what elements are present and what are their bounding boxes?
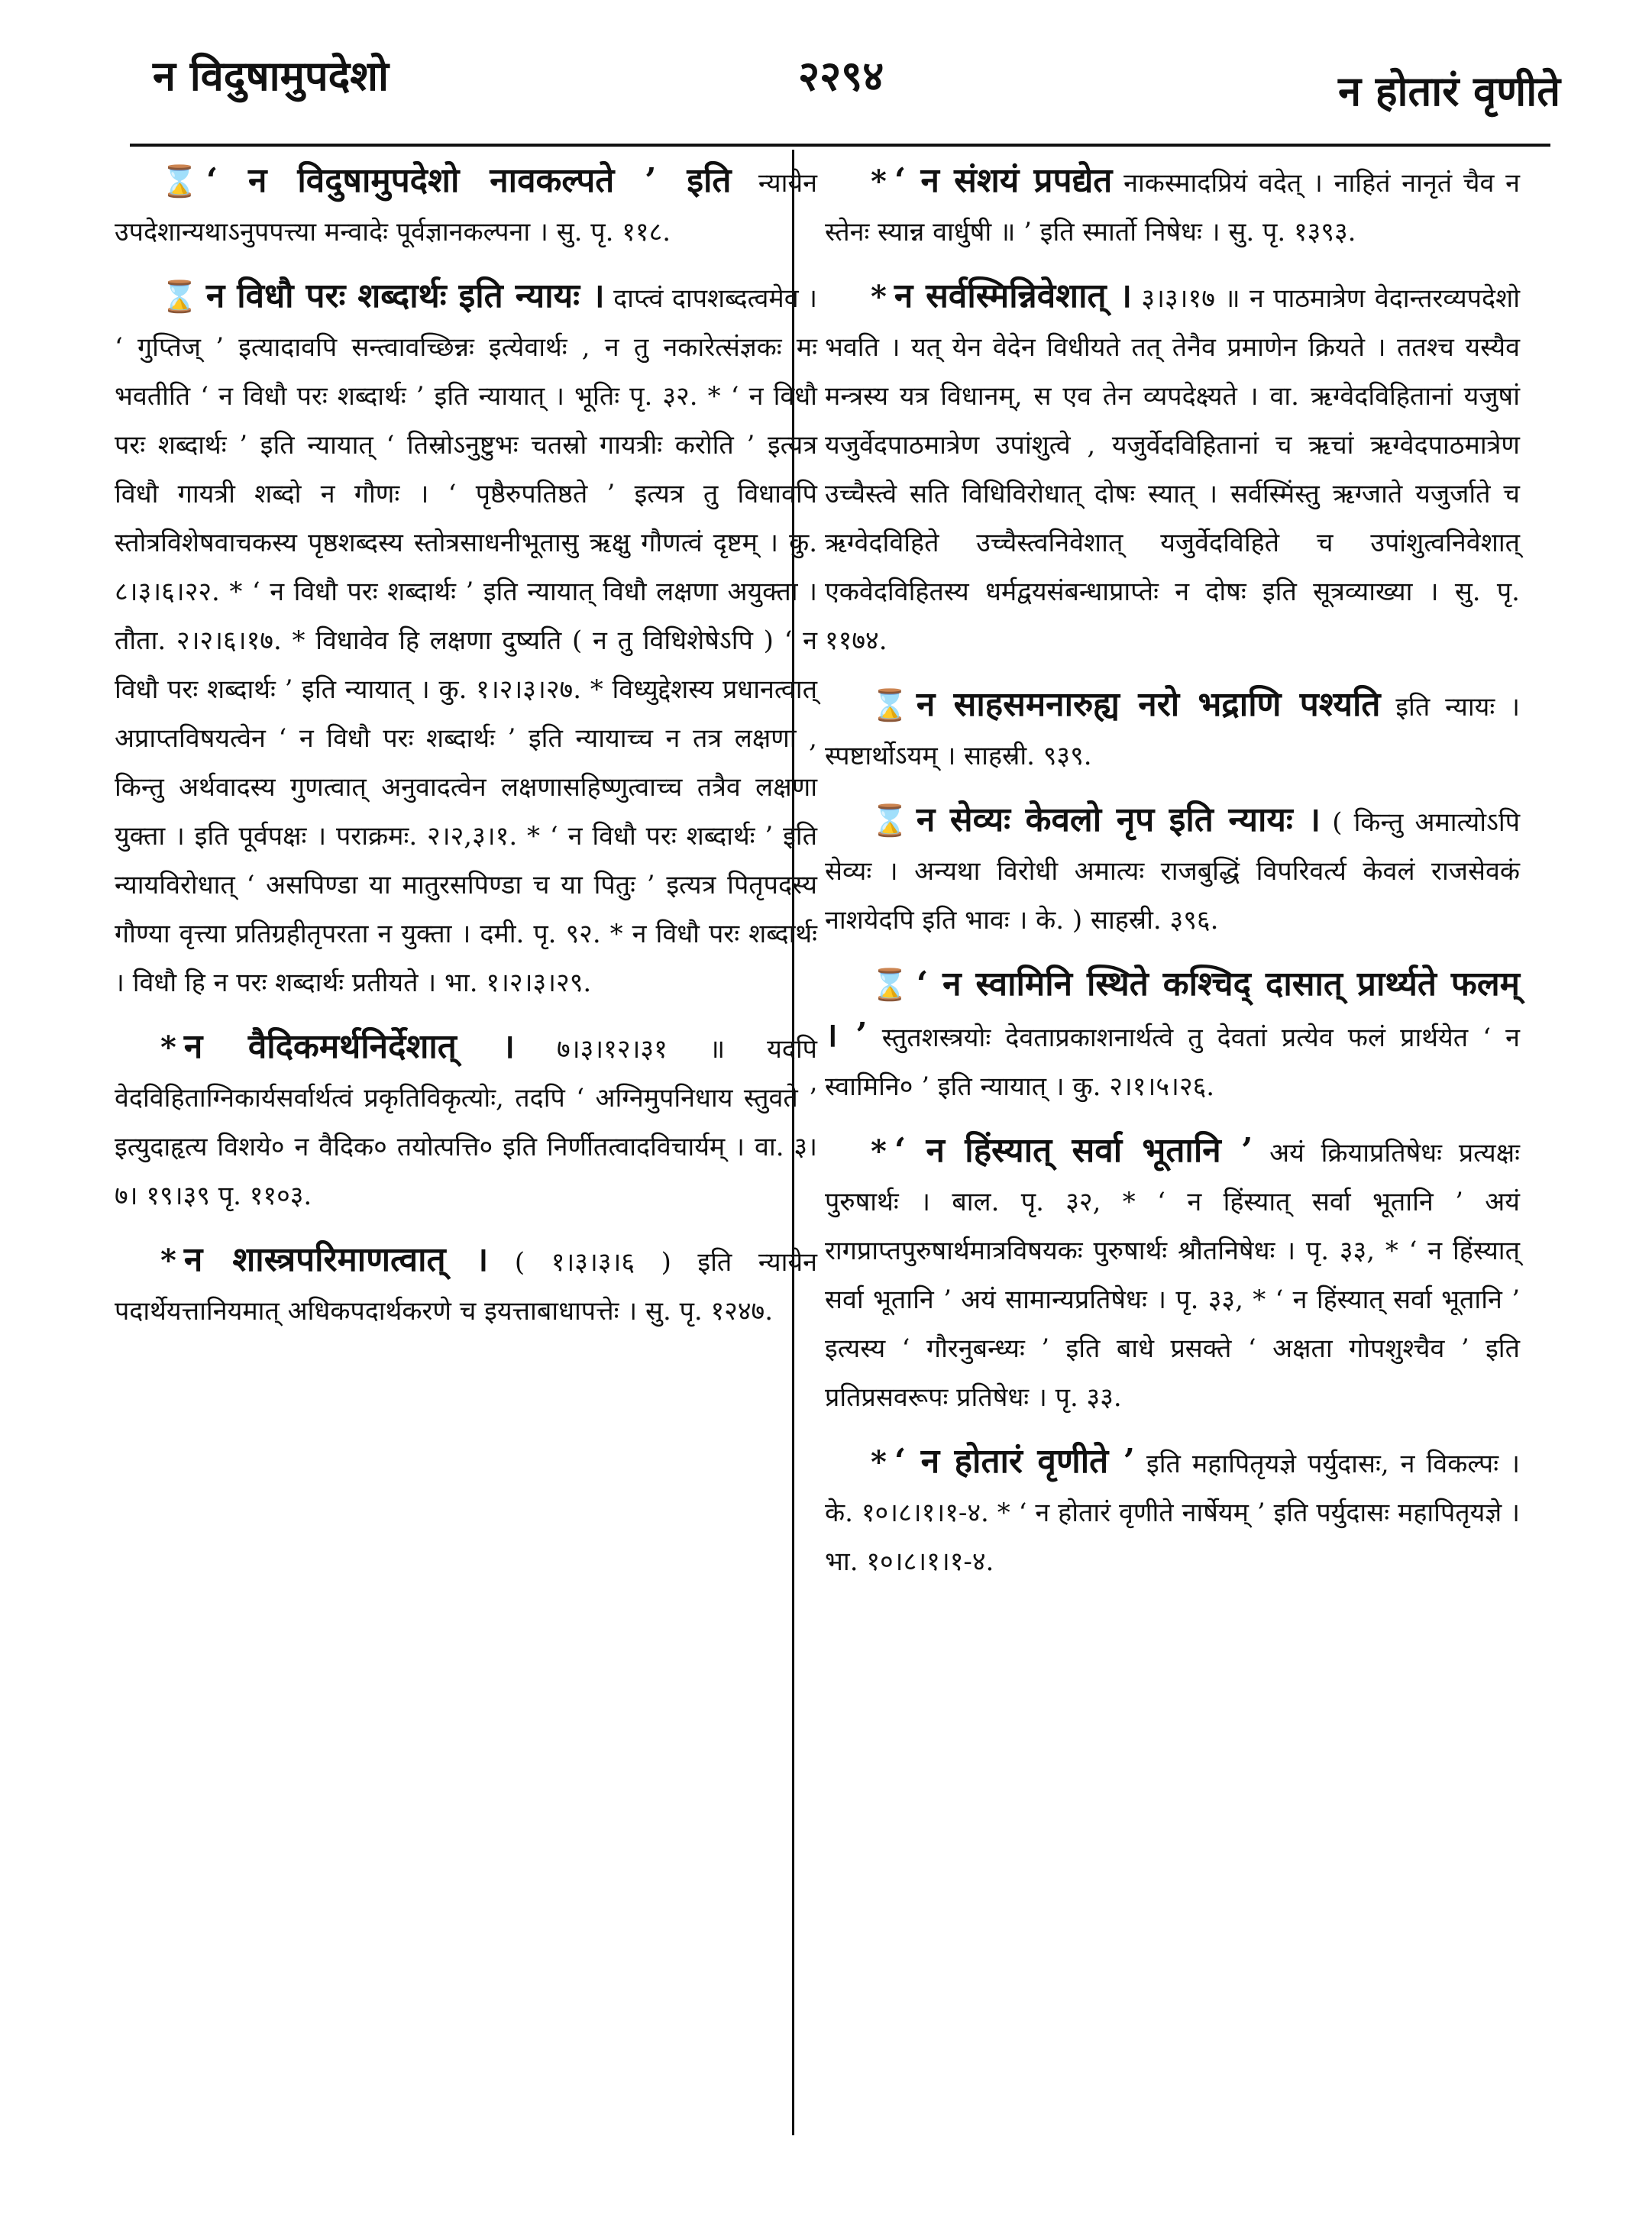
entry-headword: ‘ न स्वामिनि स्थिते कश्चिद् दासात् प्रार्थ्यते फलम् । ’: [825, 965, 1520, 1055]
entry-headword: न शास्त्रपरिमाणत्वात् ।: [183, 1240, 489, 1279]
running-head: [153, 46, 1560, 130]
entry-body: इति न्यायः । स्पष्टार्थोऽयम् । साहस्री. ९३९.: [825, 692, 1520, 771]
entry-body: अयं क्रियाप्रतिषेधः प्रत्यक्षः पुरुषार्थः । बाल. पृ. ३२, * ‘ न हिंस्यात् सर्वा भूतानि ’ अयं रागप्राप्तपुरुषार्थमात्रविषयकः पुरुषार्थः श्रौतनिषेधः । पृ. ३३, * ‘ न हिंस्यात् सर्वा भूतानि ’ अयं सामान्यप्रतिषेधः । पृ. ३३, * ‘ न हिंस्यात् सर्वा भूतानि ’ इत्यस्य ‘ गौरनुबन्ध्यः ’ इति बाधे प्रसक्ते ‘ अक्षता गोपशुश्चैव ’ इति प्रतिप्रसवरूपः प्रतिषेधः । पृ. ३३.: [825, 1138, 1520, 1413]
entry-body: दाप्त्वं दापशब्दत्वमेव । ‘ गुप्तिज् ’ इत्यादावपि सन्त्वावच्छिन्नः इत्येवार्थः , न तु नकारेत्संज्ञकः मः भवतीति ‘ न विधौ परः शब्दार्थः ’ इति न्यायात् । भूतिः पृ. ३२. * ‘ न विधौ परः शब्दार्थः ’ इति न्यायात् ‘ तिस्रोऽनुष्टुभः चतस्रो गायत्रीः करोति ’ इत्यत्र विधौ गायत्री शब्दो न गौणः । ‘ पृष्ठैरुपतिष्ठते ’ इत्यत्र तु विधावपि स्तोत्रविशेषवाचकस्य पृष्ठशब्दस्य स्तोत्रसाधनीभूतासु ऋक्षु गौणत्वं दृष्टम् । कु. ८।३।६।२२. * ‘ न विधौ परः शब्दार्थः ’ इति न्यायात् विधौ लक्षणा अयुक्ता । तौता. २।२।६।१७. * विधावेव हि लक्षणा दुष्यति ( न तु विधिशेषेऽपि ) ‘ न विधौ परः शब्दार्थः ’ इति न्यायात् । कु. १।२।३।२७. * विध्युद्देशस्य प्रधानत्वात् अप्राप्तविषयत्वेन ‘ न विधौ परः शब्दार्थः ’ इति न्यायाच्च न तत्र लक्षणा , किन्तु अर्थवादस्य गुणत्वात् अनुवादत्वेन लक्षणासहिष्णुत्वाच्च तत्रैव लक्षणा युक्ता । इति पूर्वपक्षः । पराक्रमः. २।२,३।१. * ‘ न विधौ परः शब्दार्थः ’ इति न्यायविरोधात् ‘ असपिण्डा या मातुरसपिण्डा च या पितुः ’ इत्यत्र पितृपदस्य गौण्या वृत्त्या प्रतिग्रहीतृपरता न युक्ता । दमी. पृ. ९२. * न विधौ परः शब्दार्थः । विधौ हि न परः शब्दार्थः प्रतीयते । भा. १।२।३।२९.: [115, 283, 817, 998]
hourglass-icon: ⌛: [871, 967, 909, 1003]
asterisk-icon: *: [871, 1444, 887, 1480]
entry-headword: ‘ न संशयं प्रपद्येत: [894, 161, 1113, 200]
entry-body: न्यायेन उपदेशान्यथाऽनुपपत्त्या मन्वादेः पूर्वज्ञानकल्पना । सु. पृ. ११८.: [115, 168, 817, 247]
entry-headword: ‘ न होतारं वृणीते ’: [894, 1442, 1135, 1481]
hourglass-icon: ⌛: [160, 279, 199, 315]
entry-body: ( किन्तु अमात्योऽपि सेव्यः । अन्यथा विरोधी अमात्यः राजबुद्धिं विपरिवर्त्य केवलं राजसेवकं नाशयेदपि इति भावः । के. ) साहस्री. ३९६.: [825, 807, 1520, 936]
entry-body: इति महापितृयज्ञे पर्युदासः, न विकल्पः । के. १०।८।१।१-४. * ‘ न होतारं वृणीते नार्षेयम् ’ इति पर्युदासः महापितृयज्ञे । भा. १०।८।१।१-४.: [825, 1449, 1520, 1577]
header-rule: [130, 144, 1550, 147]
entry-headword: न साहसमनारुह्य नरो भद्राणि पश्यति: [916, 685, 1381, 724]
entry-headword: न वैदिकमर्थनिर्देशात् ।: [183, 1027, 516, 1066]
entry: [825, 960, 1520, 1111]
entry: [825, 796, 1520, 945]
entry: [115, 1023, 817, 1220]
entry-headword: न सेव्यः केवलो नृप इति न्यायः ।: [916, 800, 1321, 839]
entry-headword: न विधौ परः शब्दार्थः इति न्यायः ।: [205, 276, 605, 315]
entry-body: स्तुतशस्त्रयोः देवताप्रकाशनार्थत्वे तु देवतां प्रत्येव फलं प्रार्थयेत ‘ न स्वामिनि० ’ इति न्यायात् । कु. २।१।५।२६.: [825, 1023, 1520, 1102]
hourglass-icon: ⌛: [871, 687, 909, 723]
running-head-right: न होतारं वृणीते: [1338, 66, 1560, 115]
right-column: [825, 157, 1520, 1601]
entry-body: नाकस्मादप्रियं वदेत् । नाहितं नानृतं चैव न स्तेनः स्यान्न वार्धुषी ॥ ’ इति स्मार्तो निषेधः । सु. पृ. १३९३.: [825, 168, 1520, 247]
entry: [825, 272, 1520, 665]
asterisk-icon: *: [160, 1029, 176, 1065]
entry: [825, 680, 1520, 780]
asterisk-icon: *: [871, 279, 887, 315]
entry-body: ७।३।१२।३१ ॥ यदपि वेदविहिताग्निकार्यसर्वार्थत्वं प्रकृतिविकृत्योः, तदपि ‘ अग्निमुपनिधाय स्तुवते ’ इत्युदाहृत्य विशये० न वैदिक० तयोत्पत्ति० इति निर्णीतत्वादविचार्यम् । वा. ३।७। १९।३९ पृ. ११०३.: [115, 1034, 817, 1211]
page-number: २२९४: [798, 51, 884, 100]
running-head-left: न विदुषामुपदेशो: [153, 51, 389, 100]
entry-headword: न सर्वस्मिन्निवेशात् ।: [894, 276, 1133, 315]
entry: [825, 157, 1520, 257]
entry: [115, 1236, 817, 1336]
asterisk-icon: *: [160, 1243, 176, 1278]
entry-body: ३।३।१७ ॥ न पाठमात्रेण वेदान्तरव्यपदेशो भवति । यत् येन वेदेन विधीयते तत् तेनैव प्रमाणेन क्रियते । ततश्च यस्यैव मन्त्रस्य यत्र विधानम्, स एव तेन व्यपदेक्ष्यते । वा. ऋग्वेदविहितानां यजुषां यजुर्वेदपाठमात्रेण उपांशुत्वे , यजुर्वेदविहितानां च ऋचां ऋग्वेदपाठमात्रेण उच्चैस्त्वे सति विधिविरोधात् दोषः स्यात् । सर्वस्मिंस्तु ऋग्जाते यजुर्जाते च ऋग्वेदविहिते उच्चैस्त्वनिवेशात् यजुर्वेदविहिते च उपांशुत्वनिवेशात् एकवेदविहितस्य धर्मद्वयसंबन्धाप्राप्तेः न दोषः इति सूत्रव्याख्या । सु. पृ. ११७४.: [825, 283, 1520, 656]
entry-body: ( १।३।३।६ ) इति न्यायेन पदार्थेयत्तानियमात् अधिकपदार्थकरणे च इयत्ताबाधापत्तेः । सु. पृ. १२४७.: [115, 1247, 817, 1327]
hourglass-icon: ⌛: [160, 163, 199, 199]
entry: [115, 272, 817, 1007]
asterisk-icon: *: [871, 1133, 887, 1169]
entry: [825, 1126, 1520, 1422]
entry-headword: ‘ न हिंस्यात् सर्वा भूतानि ’: [894, 1131, 1253, 1170]
entry: [825, 1437, 1520, 1586]
left-column: [115, 157, 817, 1351]
entry-headword: ‘ न विदुषामुपदेशो नावकल्पते ’ इति: [205, 161, 732, 200]
entry: [115, 157, 817, 257]
hourglass-icon: ⌛: [871, 803, 909, 839]
asterisk-icon: *: [871, 163, 887, 199]
